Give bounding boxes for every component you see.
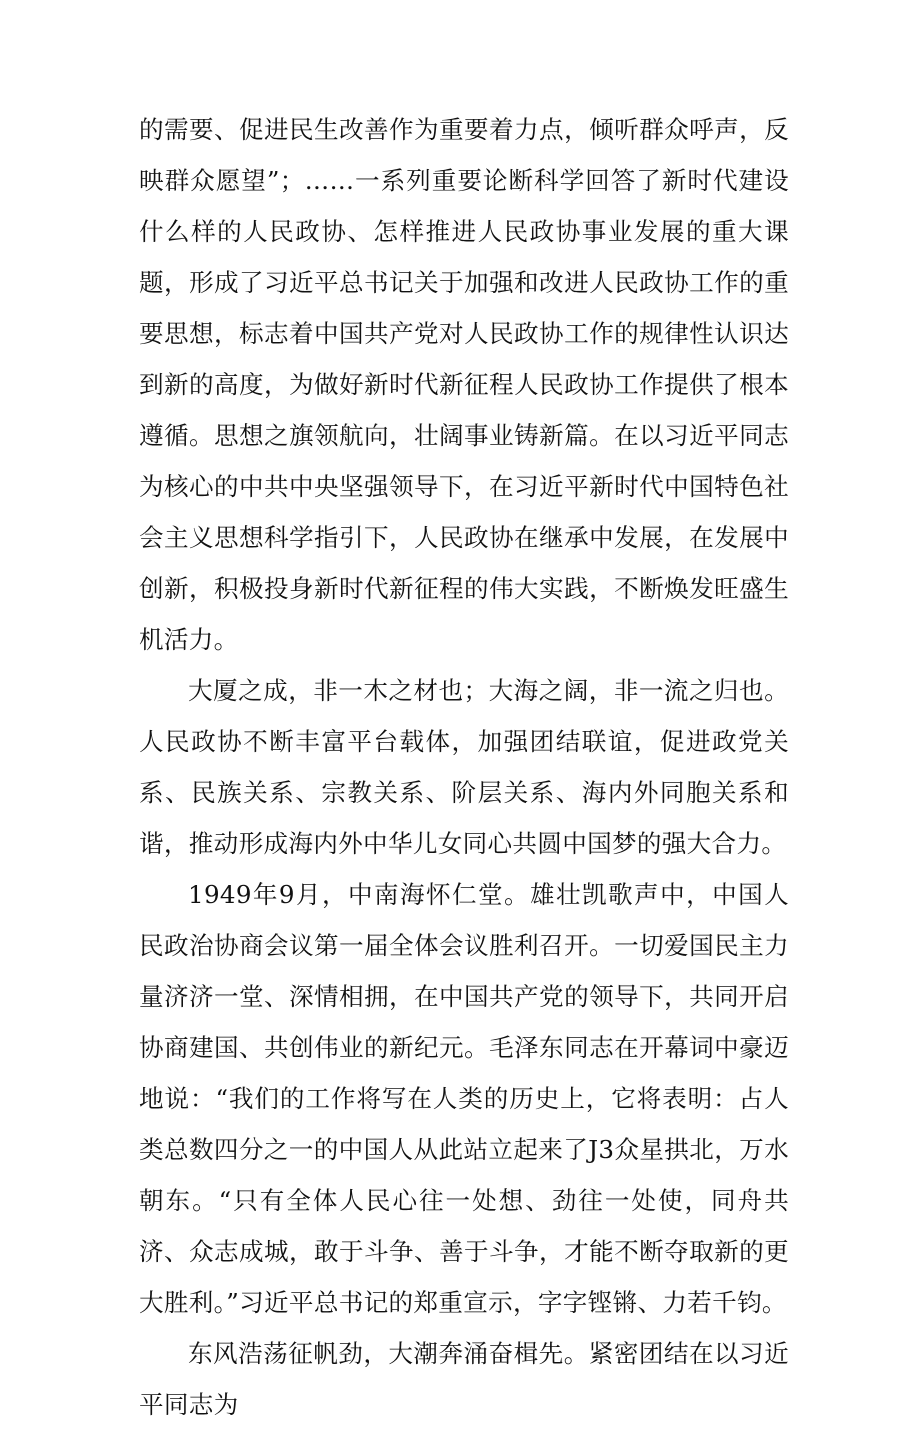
paragraph-1949: 1949年9月，中南海怀仁堂。雄壮凯歌声中，中国人民政治协商会议第一届全体会议胜利召开。一切爱国民主力量济济一堂、深情相拥，在中国共产党的领导下，共同开启协商建国、共创伟业的新纪元。毛泽东同志在开幕词中豪迈地说：“我们的工作将写在人类的历史上，它将表明：占人类总数四分之一的中国人从此站立起来了J3众星拱北，万水朝东。“只有全体人民心往一处想、劲往一处使，同舟共济、众志成城，敢于斗争、善于斗争，才能不断夺取新的更大胜利。”习近平总书记的郑重宣示，字字铿锵、力若千钧。 — [139, 880, 789, 1317]
paragraph-continued: 的需要、促进民生改善作为重要着力点，倾听群众呼声，反映群众愿望”；……一系列重要论断科学回答了新时代建设什么样的人民政协、怎样推进人民政协事业发展的重大课题，形成了习近平总书记关于加强和改进人民政协工作的重要思想，标志着中国共产党对人民政协工作的规律性认识达到新的高度，为做好新时代新征程人民政协工作提供了根本遵循。思想之旗领航向，壮阔事业铸新篇。在以习近平同志为核心的中共中央坚强领导下，在习近平新时代中国特色社会主义思想科学指引下，人民政协在继承中发展，在发展中创新，积极投身新时代新征程的伟大实践，不断焕发旺盛生机活力。 — [139, 115, 789, 654]
body-text — [139, 104, 789, 1430]
paragraph-mansion: 大厦之成，非一木之材也；大海之阔，非一流之归也。人民政协不断丰富平台载体，加强团结联谊，促进政党关系、民族关系、宗教关系、阶层关系、海内外同胞关系和谐，推动形成海内外中华儿女同心共圆中国梦的强大合力。 — [139, 676, 789, 858]
paragraph-east-wind: 东风浩荡征帆劲，大潮奔涌奋楫先。紧密团结在以习近平同志为 — [139, 1339, 789, 1419]
